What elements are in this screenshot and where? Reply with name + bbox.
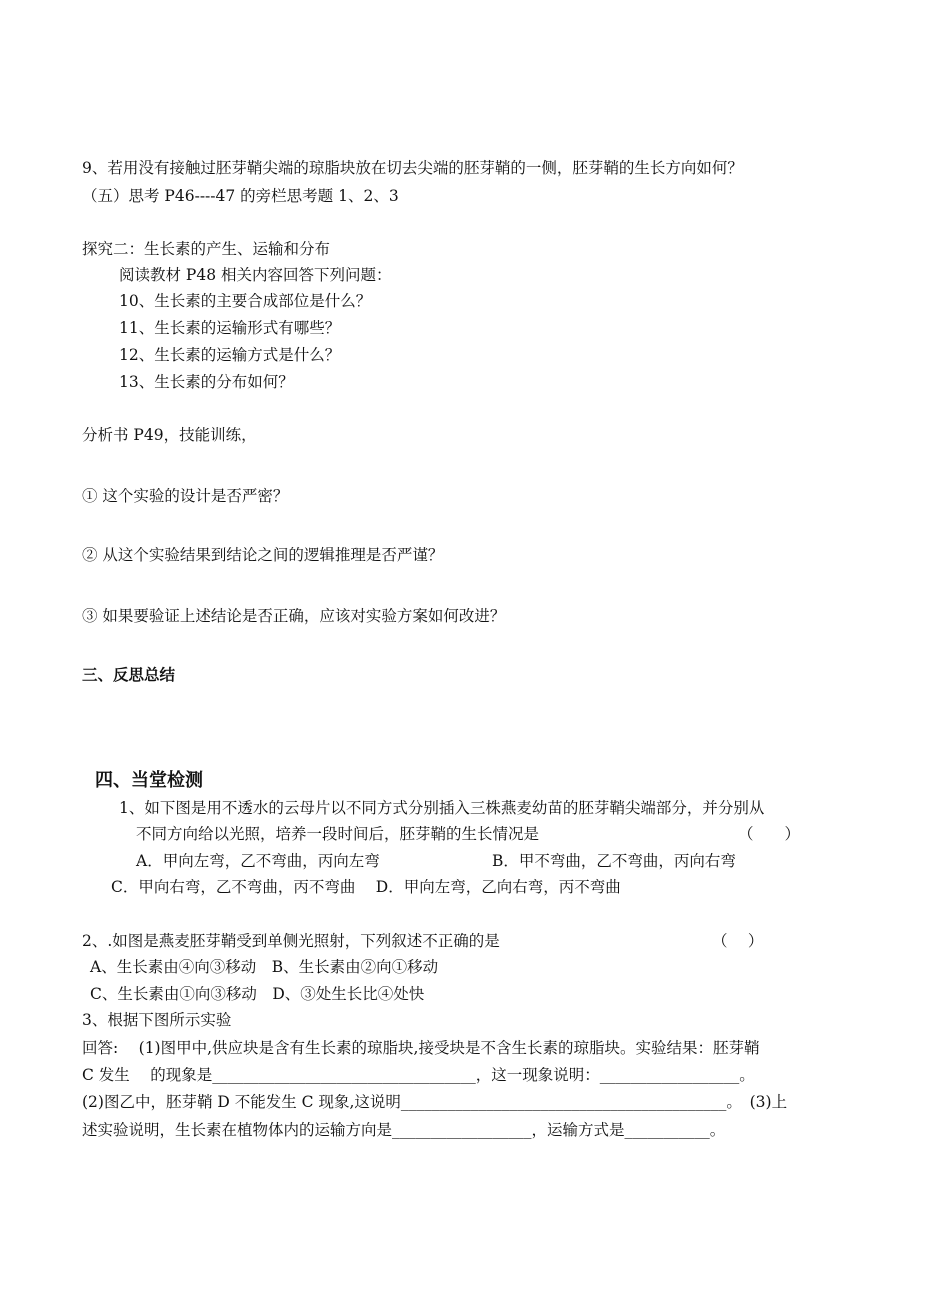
question-12: 12、生长素的运输方式是什么？ xyxy=(119,346,341,364)
test-2-question: 2、.如图是燕麦胚芽鞘受到单侧光照射，下列叙述不正确的是 xyxy=(82,932,500,950)
test-1-option-a: A．甲向左弯，乙不弯曲，丙向左弯 xyxy=(136,852,380,870)
reading-instruction: 阅读教材 P48 相关内容回答下列问题： xyxy=(119,266,392,284)
test-1-options-cd: C．甲向右弯，乙不弯曲，丙不弯曲 D．甲向左弯，乙向右弯，丙不弯曲 xyxy=(111,878,621,896)
question-9: 9、若用没有接触过胚芽鞘尖端的琼脂块放在切去尖端的胚芽鞘的一侧，胚芽鞘的生长方向如何？ xyxy=(82,159,743,177)
circle-question-1: ① 这个实验的设计是否严密？ xyxy=(82,487,289,505)
question-13: 13、生长素的分布如何？ xyxy=(119,373,294,391)
test-3-line-2: C 发生 的现象是__________________________________，这一现象说明：__________________。 xyxy=(82,1066,755,1084)
test-3-line-1: 回答: (1)图甲中,供应块是含有生长素的琼脂块,接受块是不含生长素的琼脂块。实验结果：胚芽鞘 xyxy=(82,1039,760,1057)
think-section-5: （五）思考 P46----47 的旁栏思考题 1、2、3 xyxy=(82,187,399,205)
test-1-line-1: 1、如下图是用不透水的云母片以不同方式分别插入三株燕麦幼苗的胚芽鞘尖端部分，并分别从 xyxy=(119,799,765,817)
section-3-heading: 三、反思总结 xyxy=(82,665,176,684)
test-2-options-ab: A、生长素由④向③移动 B、生长素由②向①移动 xyxy=(90,958,439,976)
analysis-instruction: 分析书 P49，技能训练， xyxy=(82,426,257,444)
circle-question-3: ③ 如果要验证上述结论是否正确，应该对实验方案如何改进？ xyxy=(82,607,506,625)
test-2-options-cd: C、生长素由①向③移动 D、③处生长比④处快 xyxy=(90,985,425,1003)
test-2-answer-paren: （ ） xyxy=(712,932,764,950)
test-3-question: 3、根据下图所示实验 xyxy=(82,1011,232,1029)
question-10: 10、生长素的主要合成部位是什么？ xyxy=(119,292,372,310)
test-1-answer-paren: （ ） xyxy=(738,825,801,843)
explore-2-heading: 探究二：生长素的产生、运输和分布 xyxy=(82,240,331,258)
question-11: 11、生长素的运输形式有哪些？ xyxy=(119,319,341,337)
test-1-line-2: 不同方向给以光照，培养一段时间后，胚芽鞘的生长情况是 xyxy=(136,825,540,843)
test-3-line-4: 述实验说明，生长素在植物体内的运输方向是__________________，运输方式是___________。 xyxy=(82,1121,726,1139)
circle-question-2: ② 从这个实验结果到结论之间的逻辑推理是否严谨？ xyxy=(82,546,444,564)
test-3-line-3: (2)图乙中，胚芽鞘 D 不能发生 C 现象,这说明__________________________________________。 (3)上 xyxy=(82,1093,788,1111)
section-4-heading: 四、当堂检测 xyxy=(95,770,203,791)
test-1-option-b: B．甲不弯曲，乙不弯曲，丙向右弯 xyxy=(492,852,736,870)
